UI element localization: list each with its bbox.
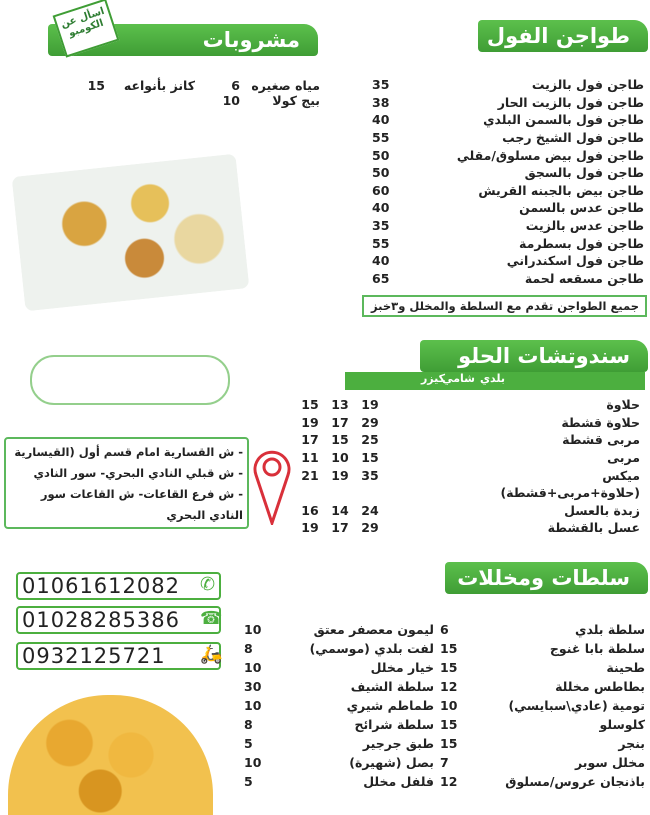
item-price: 12: [440, 679, 458, 694]
menu-item: [440, 772, 645, 791]
item-price: 15: [440, 736, 458, 751]
item-price: 17: [331, 520, 349, 536]
item-name: حلاوة: [606, 397, 640, 413]
drink-price: 10: [222, 93, 240, 108]
menu-item: [372, 182, 644, 200]
restaurant-logo: [30, 355, 230, 405]
phone-1[interactable]: 01061612082: [16, 572, 221, 600]
food-photo-platters: [12, 154, 250, 312]
item-price: 10: [244, 660, 262, 675]
item-price: 19: [331, 467, 349, 483]
item-name: طاجن فول بيض مسلوق/مقلي: [456, 147, 644, 163]
drinks-list: [60, 78, 320, 108]
menu-item: [440, 734, 645, 753]
branch-address: - ش القسارية امام قسم أول (القيسارية: [14, 445, 243, 459]
tagines-list: [372, 76, 644, 287]
branch-address: النادي البحري: [166, 508, 243, 522]
item-price: 50: [372, 147, 390, 163]
item-name: فلفل مخلل: [363, 774, 434, 789]
item-price: 30: [244, 679, 262, 694]
item-price: 19: [301, 520, 319, 536]
item-name: سلطة بلدي: [575, 622, 645, 637]
item-price: 40: [372, 112, 390, 128]
branch-address: - ش فرع القاعات- ش القاعات سور: [40, 487, 243, 501]
menu-item: [440, 677, 645, 696]
item-name: حلاوة قشطة: [561, 414, 640, 430]
sweet-item: [295, 449, 640, 467]
menu-item: [440, 658, 645, 677]
menu-item: [372, 129, 644, 147]
item-price: 10: [244, 755, 262, 770]
menu-item: [372, 252, 644, 270]
sweet-item: [295, 502, 640, 520]
item-price: 10: [244, 698, 262, 713]
item-price: 16: [301, 502, 319, 518]
location-pin-icon: [252, 445, 292, 525]
item-price: 50: [372, 165, 390, 181]
tagines-banner: [478, 20, 648, 52]
item-price: 15: [440, 660, 458, 675]
menu-item: [372, 199, 644, 217]
item-name: باذنجان عروس/مسلوق: [505, 774, 645, 789]
drink-price: 15: [87, 78, 105, 93]
tagines-note: جميع الطواجن تقدم مع السلطة والمخلل و٣خبز: [362, 295, 647, 317]
item-price: 6: [440, 622, 449, 637]
item-price: 60: [372, 182, 390, 198]
menu-item: [244, 753, 434, 772]
menu-item: [244, 715, 434, 734]
item-price: 11: [301, 450, 319, 466]
item-price: 12: [440, 774, 458, 789]
item-price: 29: [361, 414, 379, 430]
item-price: 40: [372, 253, 390, 269]
menu-item: [372, 234, 644, 252]
drink-name: مياه صغيره: [251, 78, 320, 93]
menu-item: [440, 715, 645, 734]
item-name: بصل (شهيرة): [349, 755, 434, 770]
menu-item: [244, 677, 434, 696]
menu-item: [244, 696, 434, 715]
item-price: 35: [361, 467, 379, 483]
item-price: 19: [301, 414, 319, 430]
item-name: طاجن فول الشيخ رجب: [502, 130, 644, 146]
sweets-title: سندوتشات الحلو: [458, 344, 630, 368]
drink-price: 6: [231, 78, 240, 93]
item-price: 15: [331, 432, 349, 448]
item-name: عسل بالقشطة: [547, 520, 640, 536]
item-name: طاجن مسقعه لحمة: [524, 270, 644, 286]
sweet-item: [295, 519, 640, 537]
drink-name: بيج كولا: [272, 93, 320, 108]
item-name: بنجر: [618, 736, 645, 751]
item-price: 40: [372, 200, 390, 216]
item-price: 7: [440, 755, 449, 770]
item-price: 10: [331, 450, 349, 466]
item-price: 8: [244, 641, 253, 656]
item-price: 25: [361, 432, 379, 448]
item-name: ليمون معصفر معتق: [313, 622, 434, 637]
item-price: 10: [244, 622, 262, 637]
menu-item: [244, 734, 434, 753]
item-name: طاجن بيض بالجبنه القريش: [478, 182, 644, 198]
phone-icon: ☎: [200, 608, 223, 629]
menu-item: [372, 111, 644, 129]
menu-item: [372, 146, 644, 164]
item-name: طاجن فول بسطرمة: [519, 235, 644, 251]
item-name: ميكس: [602, 467, 640, 483]
branch-address: - ش قبلي النادي البحري- سور النادي: [33, 466, 243, 480]
branches-box: [4, 437, 249, 529]
sweet-item: [295, 414, 640, 432]
drinks-title: مشروبات: [202, 28, 300, 52]
col-shami: شامي: [442, 372, 475, 385]
item-price: 14: [331, 502, 349, 518]
item-price: 10: [440, 698, 458, 713]
item-name: طبق جرجير: [362, 736, 434, 751]
menu-item: [244, 620, 434, 639]
drink-name: كانز بأنواعه: [123, 78, 195, 93]
item-price: 13: [331, 397, 349, 413]
sweet-item: [295, 466, 640, 484]
item-price: 17: [331, 414, 349, 430]
item-name: بطاطس مخللة: [555, 679, 645, 694]
col-baladi: بلدي: [479, 372, 505, 385]
item-name: سلطة شرائح: [354, 717, 434, 732]
item-price: 15: [301, 397, 319, 413]
menu-item: [372, 270, 644, 288]
item-name: (حلاوة+مربى+قشطة): [500, 485, 640, 501]
item-name: سلطة بابا غنوج: [549, 641, 645, 656]
item-name: طماطم شيري: [346, 698, 434, 713]
item-name: طحينة: [606, 660, 645, 675]
item-price: 15: [440, 641, 458, 656]
sweet-item: [295, 484, 640, 502]
menu-item: [440, 620, 645, 639]
whatsapp-icon: ✆: [200, 574, 216, 595]
salads-list-right: [440, 620, 645, 791]
menu-item: [244, 658, 434, 677]
sweet-item: [295, 431, 640, 449]
col-kaiser: كيزر: [420, 372, 445, 385]
item-name: طاجن فول بالزيت الحار: [497, 94, 644, 110]
menu-item: [244, 772, 434, 791]
sweets-list: [295, 396, 640, 537]
item-name: مربى: [607, 450, 640, 466]
item-price: 35: [372, 218, 390, 234]
item-name: طاجن فول بالسمن البلدي: [483, 112, 644, 128]
food-photo-potatoes: [8, 695, 213, 815]
phone-2[interactable]: 01028285386: [16, 606, 221, 634]
item-price: 19: [361, 397, 379, 413]
item-name: كلوسلو: [599, 717, 645, 732]
menu-item: [440, 753, 645, 772]
menu-item: [440, 639, 645, 658]
item-price: 65: [372, 270, 390, 286]
item-name: تومية (عادي\سبايسي): [508, 698, 645, 713]
item-price: 15: [361, 450, 379, 466]
item-price: 35: [372, 77, 390, 93]
menu-item: [440, 696, 645, 715]
delivery-icon: 🛵: [200, 644, 223, 665]
item-price: 17: [301, 432, 319, 448]
salads-banner: [445, 562, 648, 594]
item-name: زبدة بالعسل: [564, 502, 640, 518]
item-price: 24: [361, 502, 379, 518]
item-price: 38: [372, 94, 390, 110]
item-name: لفت بلدي (موسمي): [309, 641, 434, 656]
sweets-col-header: [345, 372, 645, 390]
salads-list-left: [244, 620, 434, 791]
phone-3[interactable]: 0932125721: [16, 642, 221, 670]
menu-item: [372, 217, 644, 235]
item-price: 5: [244, 736, 253, 751]
item-price: 8: [244, 717, 253, 732]
item-name: طاجن عدس بالسمن: [519, 200, 644, 216]
item-price: 55: [372, 130, 390, 146]
menu-item: [244, 639, 434, 658]
item-name: مخلل سوبر: [575, 755, 645, 770]
item-name: خيار مخلل: [370, 660, 434, 675]
item-price: 21: [301, 467, 319, 483]
item-price: 15: [440, 717, 458, 732]
item-name: مربى قشطة: [562, 432, 640, 448]
tagines-title: طواجن الفول: [486, 24, 630, 48]
item-name: طاجن فول بالسجق: [524, 165, 644, 181]
menu-item: [372, 94, 644, 112]
menu-item: [372, 164, 644, 182]
item-price: 29: [361, 520, 379, 536]
item-name: طاجن فول بالزيت: [531, 77, 644, 93]
item-name: طاجن عدس بالزيت: [525, 218, 644, 234]
salads-title: سلطات ومخللات: [457, 566, 630, 590]
item-name: طاجن فول اسكندراني: [506, 253, 644, 269]
combo-stamp: اسأل عن الكومبو: [53, 0, 120, 58]
item-name: سلطة الشيف: [350, 679, 434, 694]
sweet-item: [295, 396, 640, 414]
item-price: 55: [372, 235, 390, 251]
sweets-banner: [420, 340, 648, 372]
menu-item: [372, 76, 644, 94]
item-price: 5: [244, 774, 253, 789]
